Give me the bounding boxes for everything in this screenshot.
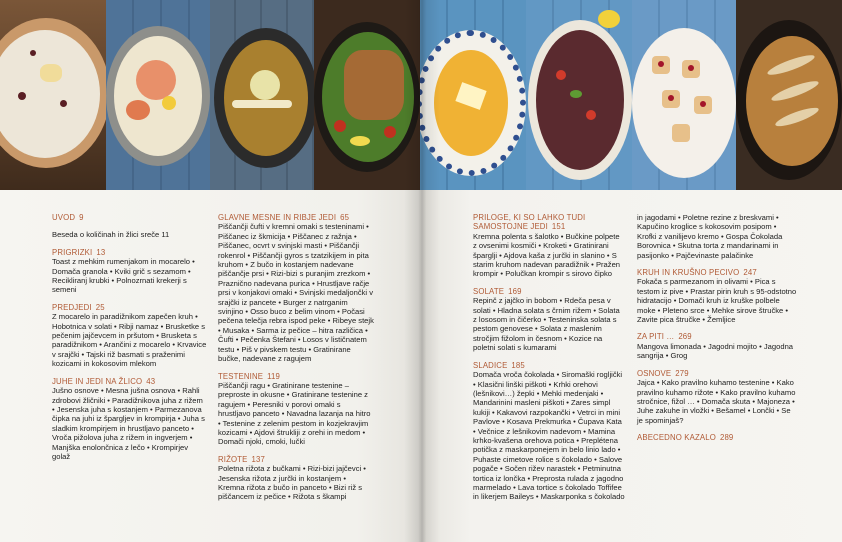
photo-grain-salad bbox=[526, 0, 632, 190]
section-body: Jušno osnove • Mesna jušna osnova • Rahli zdrobovi žličniki • Paradižnikova juha z rižem • Jesenska juha s kostanjem • Parmezanova čipka na juhi iz špargljev in krompirja • Juha s sladkim krompirjem in hrustljavo panceto • Vroča pižolova juha z rižem in ingverjem • Manjška enolončnica z lečo • Krompirjev golaž bbox=[52, 386, 205, 461]
section-page: 269 bbox=[678, 332, 692, 342]
section-body: Piščančji ragu • Gratinirane testenine – preproste in okusne • Gratinirane testenine z ragujem • Peresniki v porovi omaki s hrustljavo panceto • Navadna lazanja na hitro • Testenine z zelenim pestom in kozjekravjim kozicami • Ajdovi štrukliji z orehi in medom • Domači njoki, cmoki, lučki bbox=[218, 380, 371, 447]
section-title: TESTENINE bbox=[218, 371, 264, 381]
section-body: Mangova limonada • Jagodni mojito • Jagodna sangrija • Grog bbox=[637, 341, 794, 361]
toc-section bbox=[637, 369, 797, 425]
toc-section bbox=[52, 303, 207, 369]
section-title: GLAVNE MESNE IN RIBJE JEDI bbox=[218, 213, 337, 222]
toc-section bbox=[473, 287, 625, 353]
section-title: UVOD bbox=[52, 213, 76, 222]
toc-section bbox=[637, 213, 797, 260]
section-page: 43 bbox=[146, 376, 156, 386]
photo-shrimp-rice bbox=[106, 0, 210, 190]
section-body: in jagodami • Poletne rezine z breskvami • Kapučino kroglice s kokosovim posipom • Krofki z vanilijevo kremo • Gospa Čokolada Borovnica • Skutna torta z mandarinami in pasijonko • Pajčevinaste palačinke bbox=[637, 213, 783, 260]
toc-column-3 bbox=[473, 213, 625, 510]
section-body: Beseda o količinah in žlici sreče 11 bbox=[52, 230, 170, 240]
photo-bread-loaf bbox=[736, 0, 842, 190]
section-title: RIŽOTE bbox=[218, 454, 248, 464]
photo-linzer-cookies bbox=[632, 0, 736, 190]
section-body: Poletna rižota z bučkami • Rizi-bizi jajčevci • Jesenska rižota z jurčki in kostanjem • Kremna rižota z bučo in panceto • Bizi riž s piščancem iz pečice • Rižota s škampi bbox=[218, 464, 366, 502]
section-title: JUHE IN JEDI NA ŽLICO bbox=[52, 376, 143, 386]
section-body: Domača vroča čokolada • Siromaški rogljički • Klasični linški piškoti • Krhki orehovi (lešnikovi…) žepki • Mehki medenjaki • Mandarinini masleni piškoti • Zares simpl kukiji • Kakavovi razpokančki • Vetrci in mini Pavlove • Kosava Prekmurka • Čupava Kata • Večnice z lešnikovim nadevom • Mamina krhko-kvašena orehova potica • Preplétena potička z maskarponejem in belo linio lado • Puhaste cimetove rolice s čokolado • Salove pogače • Sočen rižev narastek • Petminutna tortica iz lončka • Preprosta rulada z jagodno marmelado • Lava tortice s čokolado Toffifee in likerjem Baileys • Maskarponka s čokolado bbox=[473, 370, 625, 502]
toc-section bbox=[218, 455, 374, 502]
section-page: 137 bbox=[251, 454, 265, 464]
book-gutter bbox=[404, 0, 440, 542]
section-page: 65 bbox=[340, 213, 350, 222]
section-body: Toast z mehkim rumenjakom in mocarelo • Domača granola • Kviki grič s sezamom • Recikliranj krubki • Polnozrnati krekerji s semeni bbox=[52, 257, 195, 295]
section-title: SOLATE bbox=[473, 286, 505, 296]
section-title: PREDJEDI bbox=[52, 302, 92, 312]
section-body: Z mocarelo in paradižnikom zapečen kruh • Hobotnica v solati • Ribji namaz • Brusketke s pečenim jajčevcem in pršutom • Brusketa s paradižnikom • Arančini z mocarelo • Krvavice v srajčki • Tajski riž basmati s praženimi kozicami in kokosovim mlekom bbox=[52, 312, 207, 369]
section-title: PRILOGE, KI SO LAHKO TUDI SAMOSTOJNE JEDI bbox=[473, 213, 586, 232]
section-page: 185 bbox=[511, 360, 525, 370]
section-body: Kremna polenta s šalotko • Bučkine polpete z ovsenimi kosmiči • Kroketi • Gratinirani šparglji • Ajdova kaša z jurčki in slanino • S starim kruhom nadevan paradižnik • Pražen krompir • Polučkan krompir s sirovo čipko bbox=[473, 231, 621, 279]
section-title: ZA PITI … bbox=[637, 332, 675, 342]
section-page: 13 bbox=[96, 247, 106, 257]
toc-section bbox=[637, 332, 797, 360]
section-title: KRUH IN KRUŠNO PECIVO bbox=[637, 268, 740, 278]
photo-noodle-broth bbox=[210, 0, 314, 190]
section-body: Repinč z jajčko in bobom • Rdeča pesa v solati • Hladna solata s črnim rižem • Solata z lososom in čičerko • Testeninska solata s pestom genovese • Solata z maslenim stročjim fižolom in česnom • Kozice na poletni solati s kumarami bbox=[473, 296, 620, 353]
toc-section bbox=[473, 213, 625, 279]
section-page: 25 bbox=[95, 302, 105, 312]
section-body: Piščančji čufti v kremni omaki s testeninami • Piščanec iz škmicija • Piščanec z ražnja • Piščanec, ocvrt v svinjski masti • Piščančji rokenrol • Piščančji gyros s tzatzikijem in pita kruhom • Z bučo in kostanjem nadevane piščančje prsi • Rizi-bizi s puranjim zrezkom • Praznično nadevana purica • Hrustljave račje prsi v konjakovi omaki • Svinjski medaljončki v srajčki iz pancete • Burger z natrganim svinjino • Osso buco z belim vinom • Počasi pečena telečja rebra ispod peke • Ribeye stejk • Musaka • Sarma iz pečice – hitra različica • Čufti • Pečenka Štefani • Losos v lističnatem testu • Piš v pivskem testu • Gratinirane bučke, nadevane z ragujem bbox=[218, 222, 374, 364]
section-page: 279 bbox=[675, 368, 689, 378]
toc-section bbox=[52, 377, 207, 462]
toc-section bbox=[52, 248, 207, 295]
toc-section bbox=[637, 268, 797, 324]
toc-section bbox=[52, 230, 207, 239]
section-title: ABECEDNO KAZALO bbox=[637, 433, 716, 443]
toc-section bbox=[218, 213, 374, 364]
section-title: PRIGRIZKI bbox=[52, 247, 93, 257]
toc-column-1 bbox=[52, 213, 207, 469]
toc-section bbox=[473, 361, 625, 502]
toc-column-2 bbox=[218, 213, 374, 510]
section-body: Fokača s parmezanom in olivami • Pica s testom iz pive • Prastar pirin kruh s 95-odstotno hidratacijo • Domači kruh iz kruške polbele moke • Pleteno srce • Mehke sirove štručke • Zavite pica štručke • Žemljice bbox=[637, 277, 797, 325]
toc-section bbox=[637, 433, 797, 442]
section-page: 119 bbox=[267, 371, 280, 381]
toc-section bbox=[218, 372, 374, 447]
section-body: Jajca • Kako pravilno kuhamo testenine • Kako pravilno kuhamo rižote • Kako pravilno kuhamo stročnice, fižol … • Domača skuta • Majoneza • Juhe zakuhe in vložki • Bešamel • Lončki • Se je spominjaš? bbox=[637, 378, 796, 425]
section-page: 9 bbox=[79, 213, 84, 222]
section-title: SLADICE bbox=[473, 360, 508, 370]
section-page: 151 bbox=[551, 222, 566, 232]
toc-column-4 bbox=[637, 213, 797, 451]
photo-porridge bbox=[0, 0, 106, 190]
section-page: 289 bbox=[719, 433, 734, 443]
section-title: OSNOVE bbox=[637, 368, 672, 378]
section-page: 169 bbox=[508, 286, 522, 296]
toc-section bbox=[52, 213, 207, 222]
section-page: 247 bbox=[743, 268, 757, 278]
